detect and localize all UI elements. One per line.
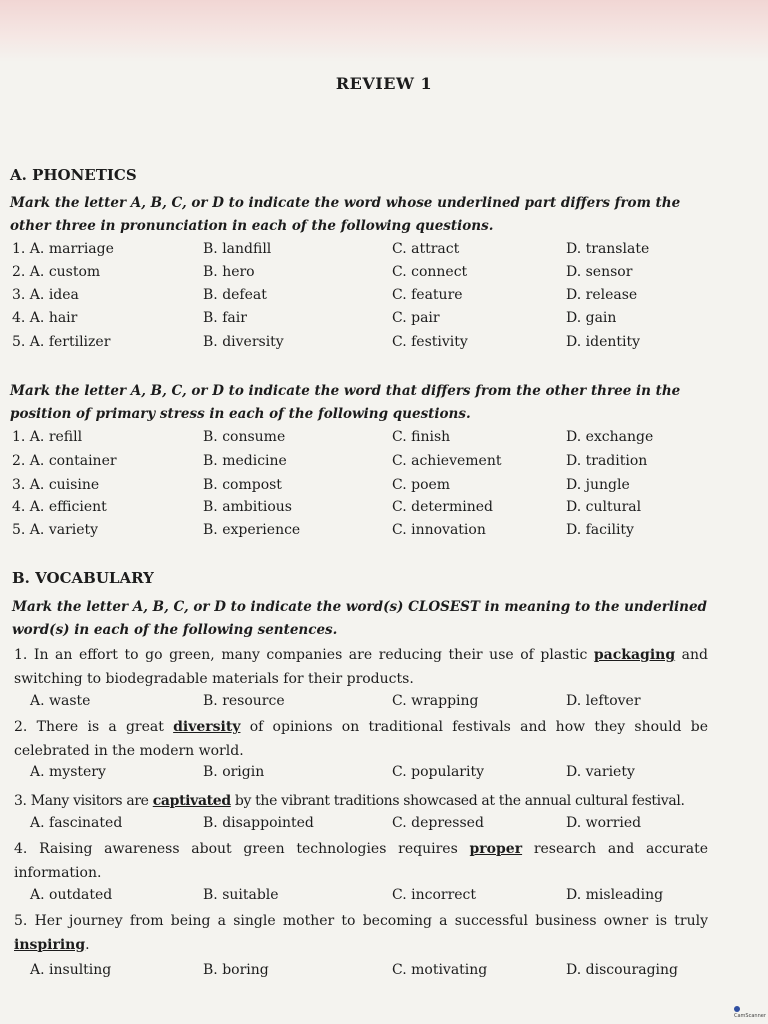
option-d: D. jungle	[566, 477, 630, 493]
stress-row-5	[0, 522, 768, 544]
stress-row-4	[0, 499, 768, 521]
vocab-options-1	[0, 693, 768, 715]
scanner-watermark	[734, 1006, 764, 1018]
option-c: C. attract	[392, 241, 460, 257]
option-c: C. finish	[392, 429, 451, 445]
underlined-word: proper	[469, 841, 523, 857]
option-b: B. medicine	[203, 453, 287, 469]
question-text: 4. Raising awareness about green technologies requires	[14, 841, 470, 857]
option-c: C. wrapping	[392, 693, 479, 709]
pronunciation-row-3	[0, 287, 768, 309]
option-a: A. insulting	[30, 962, 112, 978]
option-d: D. release	[566, 287, 638, 303]
option-b: B. boring	[203, 962, 269, 978]
stress-row-3	[0, 477, 768, 499]
option-c: C. incorrect	[392, 887, 477, 903]
option-d: D. leftover	[566, 693, 641, 709]
option-b: B. experience	[203, 522, 301, 538]
vocab-question-4	[14, 838, 708, 885]
option-a: 2. A. container	[12, 453, 117, 469]
option-b: B. compost	[203, 477, 282, 493]
stress-row-1	[0, 429, 768, 451]
vocab-question-3	[14, 790, 708, 814]
stress-instructions: Mark the letter A, B, C, or D to indicate the word that differs from the other three in the position of primary stress in each of the following questions.	[10, 383, 681, 422]
option-c: C. innovation	[392, 522, 486, 538]
question-text: and switching to biodegradable materials for their products.	[14, 647, 708, 687]
option-d: D. exchange	[566, 429, 654, 445]
option-a: 4. A. hair	[12, 310, 78, 326]
option-b: B. origin	[203, 764, 265, 780]
option-d: D. identity	[566, 334, 641, 350]
option-d: D. cultural	[566, 499, 642, 515]
option-a: 5. A. variety	[12, 522, 99, 538]
question-text: by the vibrant traditions showcased at the annual cultural festival.	[230, 793, 685, 809]
pronunciation-row-2	[0, 264, 768, 286]
option-c: C. connect	[392, 264, 468, 280]
option-b: B. landfill	[203, 241, 272, 257]
vocab-options-2	[0, 764, 768, 786]
option-c: C. achievement	[392, 453, 502, 469]
underlined-word: diversity	[173, 719, 241, 735]
page-title: REVIEW 1	[335, 74, 433, 93]
option-a: 3. A. cuisine	[12, 477, 100, 493]
option-a: A. outdated	[30, 887, 113, 903]
vocab-question-2	[14, 716, 708, 763]
underlined-word: packaging	[593, 647, 676, 663]
option-c: C. motivating	[392, 962, 488, 978]
option-c: C. pair	[392, 310, 440, 326]
option-a: 3. A. idea	[12, 287, 79, 303]
option-c: C. popularity	[392, 764, 485, 780]
option-a: A. waste	[30, 693, 91, 709]
option-d: D. tradition	[566, 453, 648, 469]
vocab-options-3	[0, 815, 768, 837]
option-d: D. sensor	[566, 264, 633, 280]
question-text: 2. There is a great	[14, 719, 174, 735]
underlined-word: inspiring	[14, 936, 86, 953]
option-a: A. fascinated	[30, 815, 123, 831]
option-a: 1. A. marriage	[12, 241, 114, 257]
option-c: C. festivity	[392, 334, 468, 350]
vocab-options-4	[0, 887, 768, 909]
section-heading-phonetics: A. PHONETICS	[10, 166, 137, 184]
pronunciation-instructions: Mark the letter A, B, C, or D to indicate the word whose underlined part differs from the other three in pronunciation in each of the following questions.	[10, 195, 681, 234]
option-d: D. gain	[566, 310, 617, 326]
option-c: C. depressed	[392, 815, 484, 831]
option-b: B. suitable	[203, 887, 279, 903]
option-b: B. ambitious	[203, 499, 292, 515]
option-d: D. facility	[566, 522, 634, 538]
underlined-word: captivated	[152, 793, 231, 809]
vocab-question-1	[14, 644, 708, 691]
scanner-label: CamScanner	[734, 1012, 766, 1019]
stress-row-2	[0, 453, 768, 475]
option-b: B. fair	[203, 310, 247, 326]
option-d: D. translate	[566, 241, 650, 257]
option-d: D. discouraging	[566, 962, 678, 978]
section-heading-vocabulary: B. VOCABULARY	[12, 569, 154, 587]
option-b: B. defeat	[203, 287, 267, 303]
option-a: 2. A. custom	[12, 264, 101, 280]
vocabulary-instructions: Mark the letter A, B, C, or D to indicate the word(s) CLOSEST in meaning to the underlined word(s) in each of the following sentences.	[12, 599, 707, 638]
vocab-question-5	[14, 910, 708, 957]
option-d: D. variety	[566, 764, 635, 780]
pronunciation-row-4	[0, 310, 768, 332]
option-b: B. diversity	[203, 334, 284, 350]
option-c: C. poem	[392, 477, 451, 493]
option-b: B. hero	[203, 264, 255, 280]
option-a: A. mystery	[30, 764, 106, 780]
option-c: C. determined	[392, 499, 493, 515]
option-d: D. worried	[566, 815, 642, 831]
option-a: 1. A. refill	[12, 429, 83, 445]
option-b: B. consume	[203, 429, 286, 445]
pronunciation-row-5	[0, 334, 768, 356]
scanner-logo-icon	[734, 1006, 740, 1012]
option-c: C. feature	[392, 287, 463, 303]
question-text: 1. In an effort to go green, many companies are reducing their use of plastic	[14, 647, 594, 663]
option-a: 5. A. fertilizer	[12, 334, 111, 350]
question-text: 5. Her journey from being a single mother to becoming a successful business owner is truly	[14, 913, 708, 929]
option-b: B. resource	[203, 693, 285, 709]
pronunciation-row-1	[0, 241, 768, 263]
question-text: 3. Many visitors are	[14, 793, 153, 809]
option-d: D. misleading	[566, 887, 664, 903]
question-text: of opinions on traditional festivals and how they should be celebrated in the modern world.	[14, 719, 709, 759]
option-b: B. disappointed	[203, 815, 314, 831]
question-text: research and accurate information.	[14, 841, 708, 881]
question-text: .	[85, 936, 90, 953]
vocab-options-5	[0, 962, 768, 984]
option-a: 4. A. efficient	[12, 499, 107, 515]
